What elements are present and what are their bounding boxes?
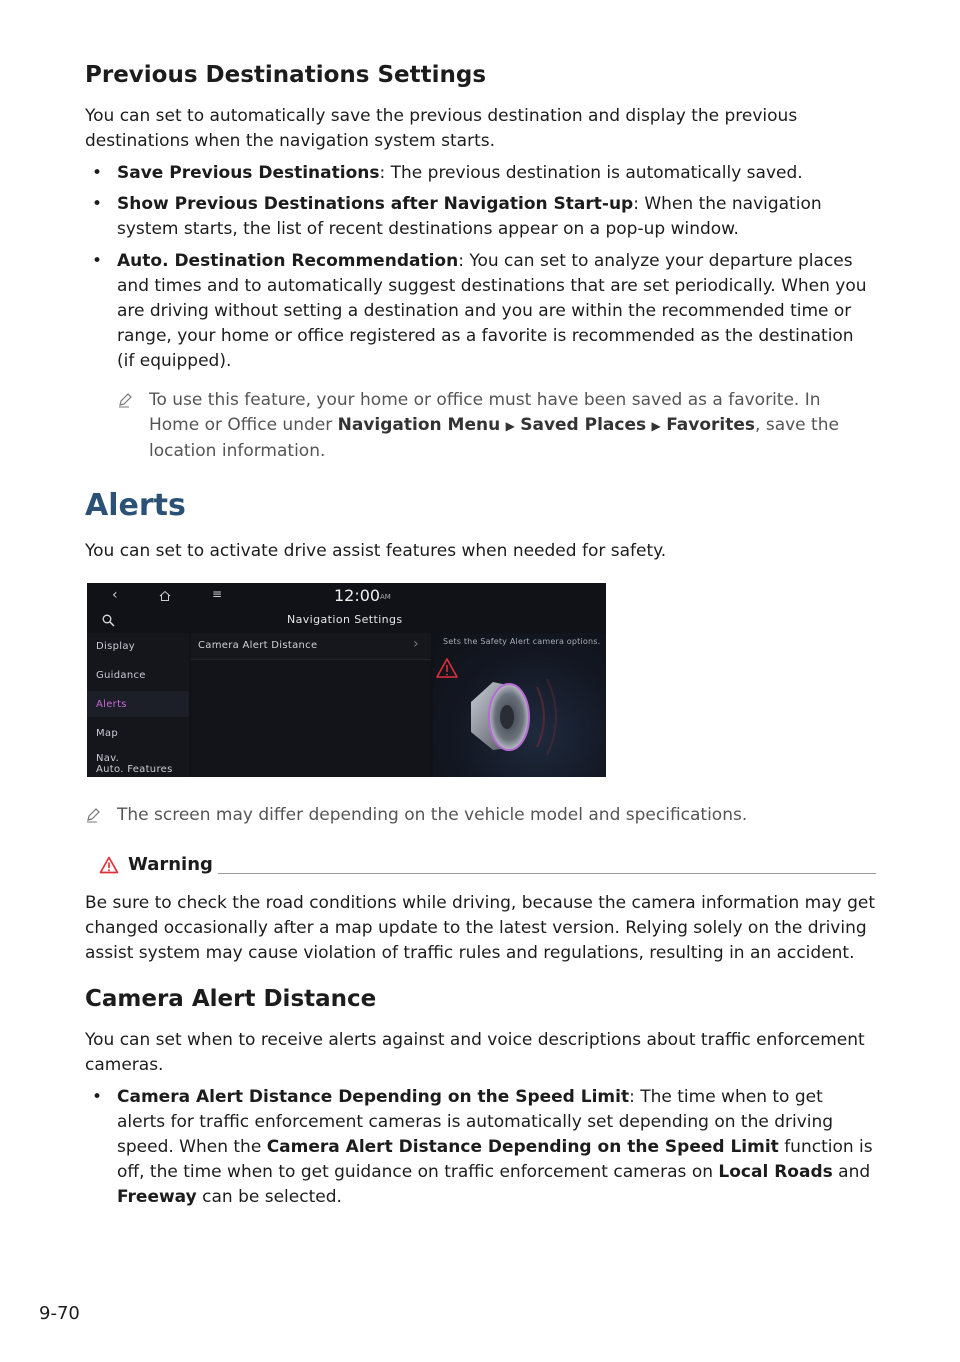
warning-label: Warning bbox=[128, 854, 213, 875]
menu-saved-places: Saved Places bbox=[520, 415, 647, 435]
clock-ampm: AM bbox=[380, 593, 391, 601]
bullet-text: : The previous destination is automatically saved. bbox=[379, 163, 803, 183]
bullet-term: Camera Alert Distance Depending on the Speed Limit bbox=[266, 1137, 779, 1157]
note-text: , save the location information. bbox=[149, 415, 839, 461]
bullet-term-freeway: Freeway bbox=[117, 1187, 197, 1207]
bullet-term: Save Previous Destinations bbox=[117, 163, 380, 183]
bullet-auto-destination bbox=[85, 249, 875, 374]
bullet-term-local-roads: Local Roads bbox=[718, 1162, 833, 1182]
chevron-right-icon: › bbox=[413, 636, 419, 652]
note-pencil-icon bbox=[117, 392, 133, 408]
settings-list bbox=[191, 633, 431, 777]
list-item-label: Camera Alert Distance bbox=[198, 640, 318, 651]
warning-icon bbox=[99, 856, 119, 874]
bullet-text: : You can set to analyze your departure places and times and to automatically suggest destinations that are set periodically. When you are driving without setting a destination and you are within the recommended time or range, your home or office registered as a favorite is recommended as the destination (if equipped). bbox=[117, 251, 867, 371]
clock: 12:00 bbox=[334, 586, 381, 605]
bullet-dot: • bbox=[92, 194, 103, 214]
settings-title: Navigation Settings bbox=[287, 613, 403, 626]
sidebar-item-display[interactable]: Display bbox=[96, 641, 135, 652]
arrow-right-icon: ▶ bbox=[505, 419, 515, 433]
bullet-camera-alert-speed-limit bbox=[85, 1085, 875, 1210]
settings-header bbox=[87, 611, 606, 633]
bullet-term: Show Previous Destinations after Navigation Start-up bbox=[117, 194, 634, 214]
warning-divider bbox=[218, 873, 876, 874]
screen-differ-note: The screen may differ depending on the vehicle model and specifications. bbox=[117, 805, 748, 825]
page-number: 9-70 bbox=[39, 1303, 80, 1324]
search-icon[interactable] bbox=[102, 614, 115, 627]
section-title-previous-destinations: Previous Destinations Settings bbox=[85, 62, 487, 88]
bullet-text: : When the navigation system starts, the list of recent destinations appear on a pop-up window. bbox=[117, 194, 822, 239]
camera-alert-intro: You can set when to receive alerts against and voice descriptions about traffic enforcement cameras. bbox=[85, 1030, 865, 1075]
menu-navigation-menu: Navigation Menu bbox=[337, 415, 501, 435]
navigation-settings-screenshot bbox=[87, 583, 606, 777]
speaker-alert-icon bbox=[433, 647, 606, 777]
alerts-intro: You can set to activate drive assist features when needed for safety. bbox=[85, 541, 667, 561]
bullet-dot: • bbox=[92, 1087, 103, 1107]
settings-sidebar bbox=[87, 633, 189, 777]
home-icon[interactable] bbox=[159, 590, 171, 602]
bullet-text: and bbox=[832, 1162, 871, 1182]
previous-destinations-intro: You can set to automatically save the previous destination and display the previous destinations when the navigation system starts. bbox=[85, 106, 798, 151]
arrow-right-icon: ▶ bbox=[651, 419, 661, 433]
bullet-term: Camera Alert Distance Depending on the Speed Limit bbox=[117, 1087, 630, 1107]
menu-icon[interactable]: ≡ bbox=[212, 587, 223, 601]
bullet-term: Auto. Destination Recommendation bbox=[117, 251, 459, 271]
note-text: To use this feature, your home or office must have been saved as a favorite. In Home or Office under bbox=[149, 390, 821, 435]
note-pencil-icon bbox=[85, 807, 101, 823]
sidebar-item-guidance[interactable]: Guidance bbox=[96, 670, 146, 681]
warning-text: Be sure to check the road conditions while driving, because the camera information may get changed occasionally after a map update to the latest version. Relying solely on the driving assist system may cause violation of traffic rules and regulations, resulting in an accident. bbox=[85, 893, 876, 963]
bullet-text: function is off, the time when to get guidance on traffic enforcement cameras on bbox=[117, 1137, 873, 1182]
sidebar-item-alerts[interactable]: Alerts bbox=[96, 699, 127, 710]
sidebar-item-map[interactable]: Map bbox=[96, 728, 119, 739]
bullet-show-previous bbox=[85, 192, 875, 242]
favorites-note bbox=[149, 388, 874, 464]
back-icon[interactable]: ‹ bbox=[112, 587, 118, 603]
section-title-alerts: Alerts bbox=[85, 488, 186, 523]
sidebar-item-nav[interactable]: Nav. bbox=[96, 753, 120, 764]
description-text: Sets the Safety Alert camera options. bbox=[443, 637, 601, 646]
bullet-dot: • bbox=[92, 251, 103, 271]
top-bar bbox=[87, 583, 606, 611]
sidebar-item-auto-features[interactable]: Auto. Features bbox=[96, 764, 173, 775]
bullet-text: can be selected. bbox=[196, 1187, 342, 1207]
bullet-text: : The time when to get alerts for traffic enforcement cameras is automatically set depending on the driving speed. When the bbox=[117, 1087, 834, 1157]
description-panel bbox=[433, 633, 606, 777]
list-item-camera-alert-distance[interactable] bbox=[191, 633, 431, 660]
bullet-dot: • bbox=[92, 163, 103, 183]
menu-favorites: Favorites bbox=[666, 415, 756, 435]
section-title-camera-alert-distance: Camera Alert Distance bbox=[85, 986, 377, 1012]
bullet-save-previous bbox=[85, 161, 875, 186]
